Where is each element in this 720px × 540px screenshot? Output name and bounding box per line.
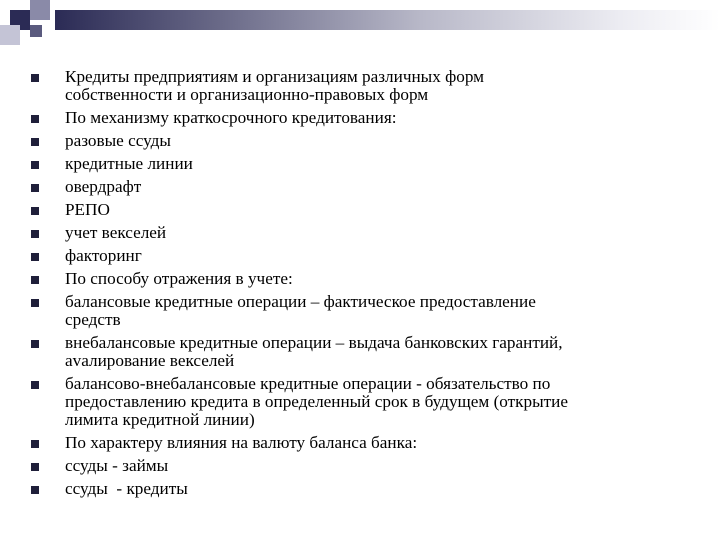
list-item-text: внебалансовые кредитные операции – выдача банковских гарантий, avалирование векселей [65,333,563,370]
bullet-list [31,68,691,503]
square-bullet-icon [31,74,39,82]
square-bullet-icon [31,299,39,307]
list-item [31,155,691,178]
list-item [31,178,691,201]
square-bullet-icon [31,207,39,215]
list-item-text: ссуды - кредиты [65,479,188,498]
list-item-text: По механизму краткосрочного кредитования: [65,108,397,127]
list-item [31,109,691,132]
list-item [31,247,691,270]
list-item [31,375,691,434]
list-item-text: РЕПО [65,200,110,219]
square-bullet-icon [31,161,39,169]
square-bullet-icon [31,463,39,471]
square-bullet-icon [31,253,39,261]
list-item [31,457,691,480]
title-decoration [0,0,720,60]
list-item [31,480,691,503]
list-item-text: учет векселей [65,223,167,242]
square-bullet-icon [31,340,39,348]
list-item-text: овердрафт [65,177,142,196]
list-item [31,270,691,293]
list-item-text: факторинг [65,246,142,265]
decor-square-mid [30,25,42,37]
square-bullet-icon [31,486,39,494]
square-bullet-icon [31,381,39,389]
list-item-text: балансовые кредитные операции – фактическое предоставление средств [65,292,536,329]
list-item [31,68,691,109]
list-item-text: ссуды - займы [65,456,169,475]
square-bullet-icon [31,230,39,238]
list-item [31,224,691,247]
square-bullet-icon [31,276,39,284]
square-bullet-icon [31,115,39,123]
decor-gradient-bar [55,10,720,30]
list-item-text: По способу отражения в учете: [65,269,293,288]
square-bullet-icon [31,440,39,448]
list-item-text: балансово-внебалансовые кредитные операции - обязательство по предоставлению кредита в определенный срок в будущем (открытие лимита кредитной линии) [65,374,569,429]
square-bullet-icon [31,138,39,146]
decor-square-gray [30,0,50,20]
list-item-text: По характеру влияния на валюту баланса банка: [65,433,418,452]
list-item [31,201,691,224]
square-bullet-icon [31,184,39,192]
list-item-text: разовые ссуды [65,131,171,150]
list-item [31,293,691,334]
list-item [31,434,691,457]
list-item [31,132,691,155]
decor-square-light [0,25,20,45]
list-item [31,334,691,375]
list-item-text: кредитные линии [65,154,193,173]
list-item-text: Кредиты предприятиям и организациям различных форм собственности и организационно-правовых форм [65,67,485,104]
